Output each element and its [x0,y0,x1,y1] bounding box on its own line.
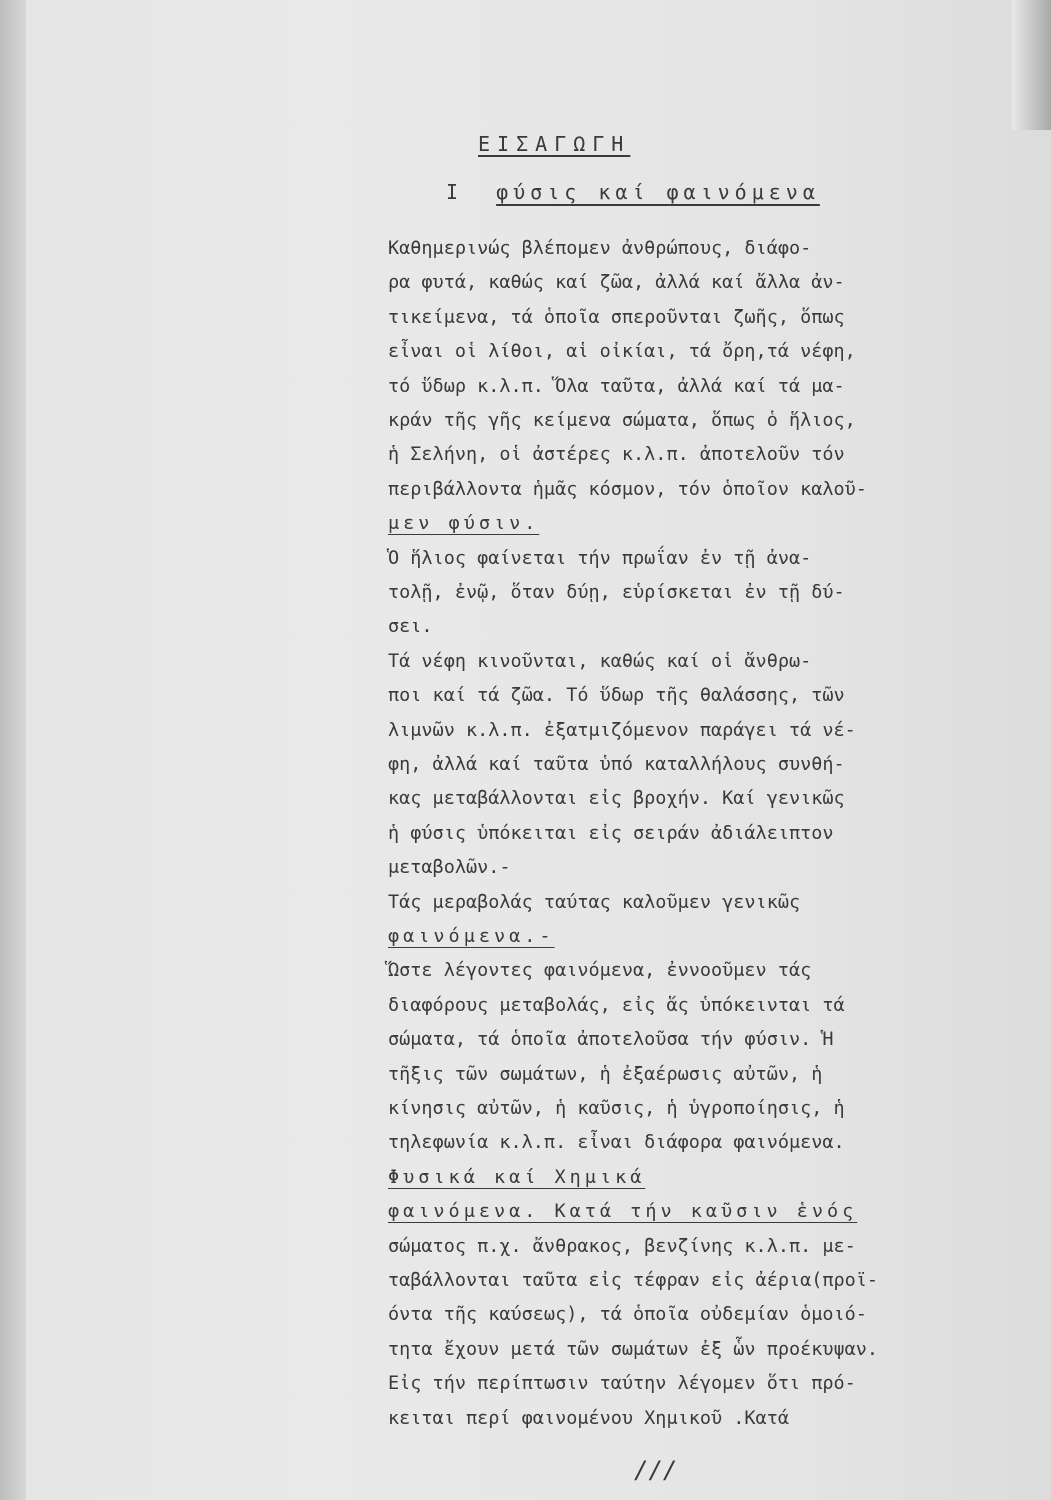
text-line: ἡ Σελήνη, οἱ ἀστέρες κ.λ.π. ἀποτελοῦν τόν [388,444,845,466]
text-line: μεν φύσιν. [388,513,540,535]
text-line: τῆξις τῶν σωμάτων, ἡ ἐξαέρωσις αὐτῶν, ἡ [388,1063,823,1085]
text-line: Φυσικά καί Χημικά [388,1166,646,1188]
text-line: Ὥστε λέγοντες φαινόμενα, ἐννοοῦμεν τάς [388,960,812,982]
text-line: ρα φυτά, καθώς καί ζῶα, ἀλλά καί ἄλλα ἀν- [388,272,845,294]
text-line: τολῇ, ἐνῷ, ὅταν δύῃ, εὑρίσκεται ἐν τῇ δύ- [388,582,845,603]
text-line: σώματα, τά ὁποῖα ἀποτελοῦσα τήν φύσιν. Ἡ [388,1029,834,1051]
text-line: φαινόμενα.- [388,926,555,947]
text-line: τικείμενα, τά ὁποῖα σπεροῦνται ζωῆς, ὅπως [388,306,845,328]
text-line: Τά νέφη κινοῦνται, καθώς καί οἱ ἄνθρω- [388,650,812,672]
text-line: όντα τῆς καύσεως), τά ὁποῖα οὐδεμίαν ὁμοιό- [388,1304,867,1326]
text-line: σώματος π.χ. ἄνθρακος, βενζίνης κ.λ.π. με- [388,1235,856,1257]
text-line: ποι καί τά ζῶα. Τό ὕδωρ τῆς θαλάσσης, τῶν [388,685,845,707]
text-line: κίνησις αὐτῶν, ἡ καῦσις, ἡ ὑγροποίησις, ἡ [388,1098,845,1119]
text-line: φαινόμενα. Κατά τήν καῦσιν ἑνός [388,1201,858,1223]
text-line: εἶναι οἱ λίθοι, αἱ οἰκίαι, τά ὄρη,τά νέφη, [388,341,856,363]
text-line: Εἰς τήν περίπτωσιν ταύτην λέγομεν ὅτι πρό- [388,1373,856,1395]
text-line: λιμνῶν κ.λ.π. ἐξατμιζόμενον παράγει τά νέ- [388,719,856,741]
text-line: κράν τῆς γῆς κείμενα σώματα, ὅπως ὁ ἥλιος, [388,410,856,431]
text-line: κειται περί φαινομένου Χημικοῦ .Κατά [388,1407,789,1429]
text-line: σει. [388,616,433,638]
text-line: φη, ἀλλά καί ταῦτα ὑπό καταλλήλους συνθή- [388,754,845,775]
text-line: μεταβολῶν.- [388,857,511,879]
text-line: τηλεφωνία κ.λ.π. εἶναι διάφορα φαινόμενα. [388,1132,845,1154]
page-footer-mark: /// [634,1456,678,1484]
text-line: τητα ἔχουν μετά τῶν σωμάτων ἐξ ὧν προέκυψαν. [388,1338,879,1360]
text-line: Ὁ ἥλιος φαίνεται τήν πρωΐαν ἐν τῇ ἀνα- [388,547,812,569]
section-number: Ι [446,180,459,204]
text-line: περιβάλλοντα ἡμᾶς κόσμον, τόν ὁποῖον καλοῦ- [388,478,867,500]
text-line: κας μεταβάλλονται εἰς βροχήν. Καί γενικῶς [388,788,845,810]
text-line: Καθημερινώς βλέπομεν ἀνθρώπους, διάφο- [388,238,812,259]
text-line: ἡ φύσις ὑπόκειται εἰς σειράν ἀδιάλειπτον [388,822,834,844]
text-line: Τάς μεραβολάς ταύτας καλοῦμεν γενικῶς [388,891,801,913]
page-title: ΕΙΣΑΓΩΓΗ [478,132,631,156]
text-line: τό ὕδωρ κ.λ.π. Ὅλα ταῦτα, ἀλλά καί τά μα- [388,375,845,397]
text-line: διαφόρους μεταβολάς, εἰς ἅς ὑπόκεινται τά [388,994,845,1016]
section-title: φύσις καί φαινόμενα [496,180,820,204]
text-line: ταβάλλονται ταῦτα εἰς τέφραν εἰς ἀέρια(προϊ- [388,1270,879,1291]
page-binding-edge [0,0,26,1500]
scan-edge-shadow [1012,0,1051,130]
section-heading [446,180,820,204]
